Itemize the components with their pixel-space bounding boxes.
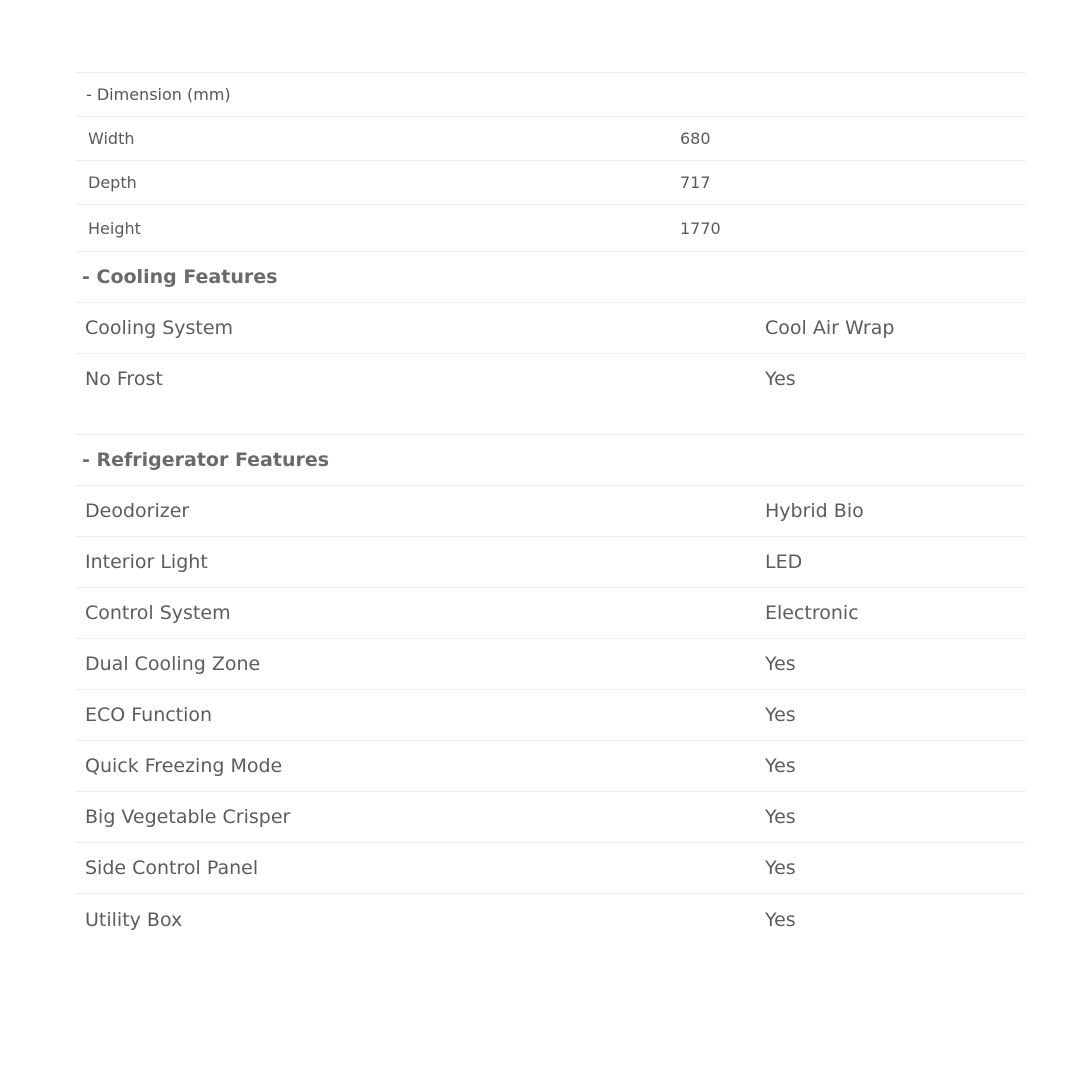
spec-value: Yes [765, 755, 796, 777]
spec-row-side-control-panel [76, 843, 1026, 894]
section-refrigerator-features [76, 435, 1026, 945]
spec-value: Cool Air Wrap [765, 317, 895, 339]
spec-label: ECO Function [85, 704, 213, 726]
spec-value: Yes [765, 857, 796, 879]
spec-value: Yes [765, 908, 796, 931]
section-header [76, 73, 1026, 117]
spec-label: Deodorizer [85, 500, 190, 522]
spec-row-utility-box [76, 894, 1026, 945]
spec-label: Quick Freezing Mode [85, 755, 283, 777]
spec-label: Interior Light [85, 551, 208, 573]
spec-row-height [76, 205, 1026, 252]
spec-label: Width [88, 129, 135, 148]
section-title: - Cooling Features [82, 266, 278, 288]
spec-label: Height [88, 218, 141, 238]
spec-value: Yes [765, 368, 796, 390]
spec-row-control-system [76, 588, 1026, 639]
spec-label: Side Control Panel [85, 857, 259, 879]
section-title: - Dimension (mm) [86, 85, 231, 104]
spec-row-deodorizer [76, 486, 1026, 537]
spec-table [76, 72, 1026, 945]
spec-value: 1770 [680, 218, 721, 238]
spec-label: Utility Box [85, 908, 183, 931]
section-header [76, 435, 1026, 486]
spec-row-big-vegetable-crisper [76, 792, 1026, 843]
spec-row-quick-freezing-mode [76, 741, 1026, 792]
spec-row-interior-light [76, 537, 1026, 588]
spec-label: Cooling System [85, 317, 234, 339]
spec-value: LED [765, 551, 803, 573]
section-title: - Refrigerator Features [82, 449, 330, 471]
spec-row-width [76, 117, 1026, 161]
spec-value: Yes [765, 653, 796, 675]
spec-row-depth [76, 161, 1026, 205]
spec-value: Hybrid Bio [765, 500, 864, 522]
spec-value: Yes [765, 704, 796, 726]
spec-row-no-frost [76, 354, 1026, 435]
section-header [76, 252, 1026, 303]
section-cooling-features [76, 252, 1026, 435]
spec-row-cooling-system [76, 303, 1026, 354]
spec-row-eco-function [76, 690, 1026, 741]
spec-value: Yes [765, 806, 796, 828]
spec-row-dual-cooling-zone [76, 639, 1026, 690]
spec-label: Big Vegetable Crisper [85, 806, 291, 828]
spec-label: Control System [85, 602, 231, 624]
spec-value: 717 [680, 173, 711, 192]
spec-value: Electronic [765, 602, 859, 624]
spec-value: 680 [680, 129, 711, 148]
spec-label: Depth [88, 173, 137, 192]
section-dimension [76, 72, 1026, 252]
spec-label: No Frost [85, 368, 163, 390]
spec-label: Dual Cooling Zone [85, 653, 261, 675]
